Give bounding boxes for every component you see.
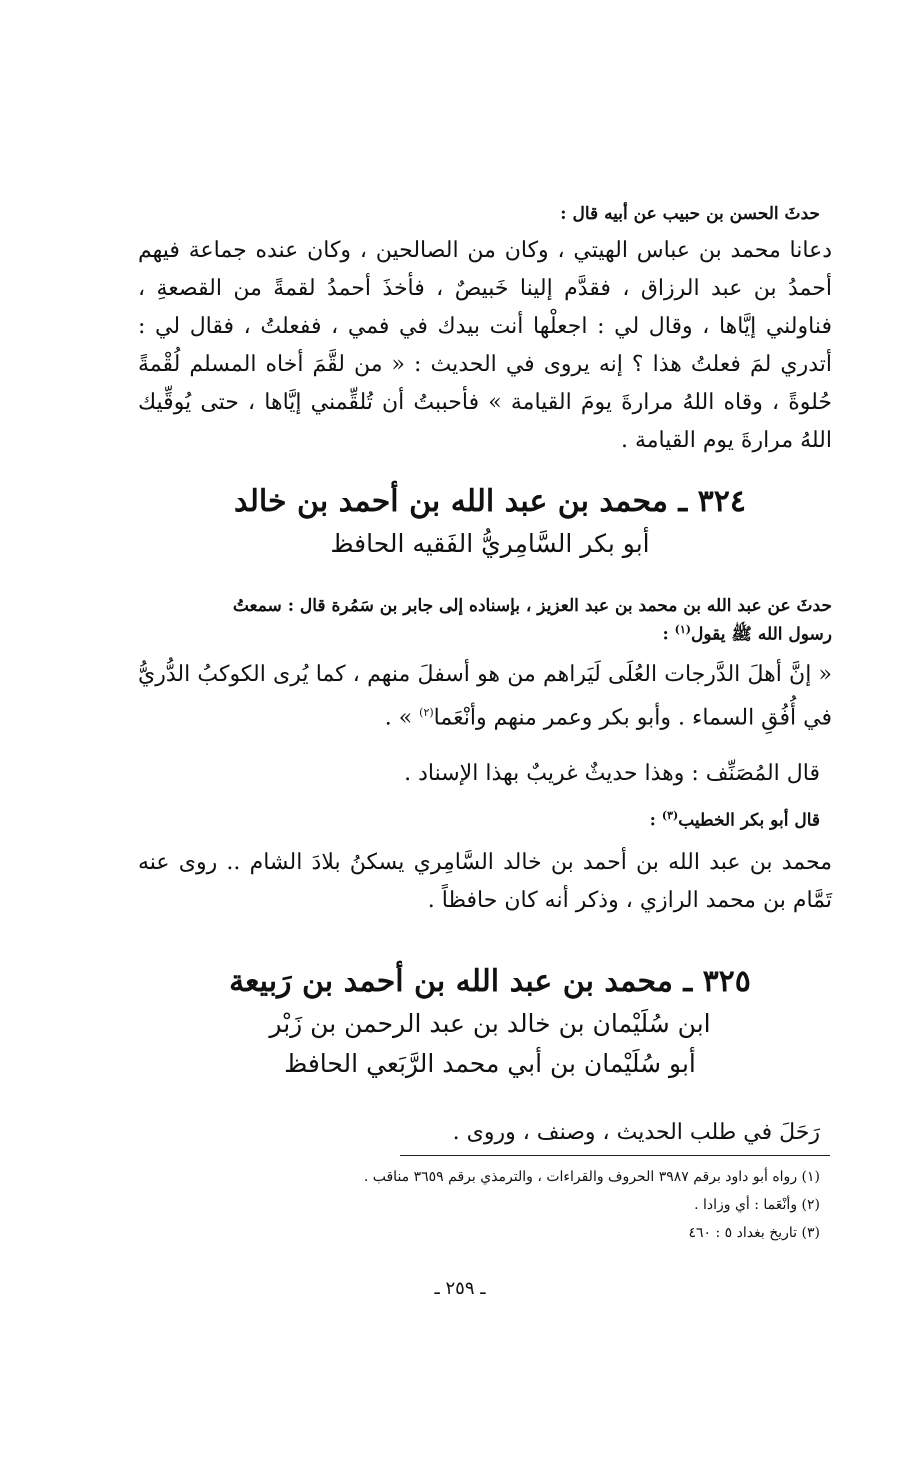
footnote-ref-2: (٢) (419, 706, 434, 719)
footnotes (160, 1163, 820, 1247)
khatib-intro-end: : (649, 810, 662, 831)
isnad-line-2-end: : (662, 624, 675, 645)
hadith-quote-end: » . (384, 705, 420, 731)
hadith-quote (138, 656, 832, 737)
entry-325-heading (140, 960, 840, 1084)
footnote-ref-3: (٣) (661, 809, 679, 822)
footnote-3: (٣) تاريخ بغداد ٥ : ٤٦٠ (688, 1225, 820, 1241)
khatib-intro (138, 804, 820, 833)
footnote-divider (400, 1155, 830, 1156)
entry-subtitle-line-2: أبو سُلَيْمان بن أبي محمد الرَّبَعي الحافظ (284, 1049, 696, 1078)
isnad-line-1: حدثَ عن عبد الله بن محمد بن عبد العزيز ، بإسناده إلى جابر بن سَمُرة قال : سمعتُ (232, 596, 832, 616)
hadith-isnad (138, 594, 832, 647)
entry-title: ٣٢٥ ـ محمد بن عبد الله بن أحمد بن رَبيعة (229, 964, 751, 999)
hadith-narration-intro: حدثَ الحسن بن حبيب عن أبيه قال : (560, 204, 820, 224)
isnad-line-2 (138, 618, 832, 647)
page-number: ـ ٢٥٩ ـ (434, 1278, 486, 1299)
footnote-1: (١) رواه أبو داود برقم ٣٩٨٧ الحروف والقراءات ، والترمذي برقم ٣٦٥٩ مناقب . (363, 1169, 820, 1185)
khatib-intro-text: قال أبو بكر الخطيب (678, 810, 820, 831)
hadith-quote-text: « إنَّ أهلَ الدَّرجات العُلَى لَيَراهم من هو أسفلَ منهم ، كما يُرى الكوكبُ الدُّريُّ في أُفُقِ السماء . وأبو بكر وعمر منهم وأنْعَما (138, 662, 832, 731)
khatib-biography: محمد بن عبد الله بن أحمد بن خالد السَّامِري يسكنُ بلادَ الشام .. روى عنه تَمَّام بن محمد الرازي ، وذكر أنه كان حافظاً . (138, 850, 832, 913)
footnote-ref-1: (١) (674, 623, 691, 636)
entry-subtitle: أبو بكر السَّامِريُّ الفَقيه الحافظ (330, 529, 650, 558)
footnote-2: (٢) وأنْعَما : أي وزادا . (694, 1197, 820, 1213)
entry-325-text: رَحَلَ في طلب الحديث ، وصنف ، وروى . (452, 1120, 820, 1145)
entry-title: ٣٢٤ ـ محمد بن عبد الله بن أحمد بن خالد (234, 484, 746, 519)
author-note: قال المُصَنِّف : وهذا حديثٌ غريبٌ بهذا الإسناد . (404, 761, 820, 786)
entry-subtitle-line-1: ابن سُلَيْمان بن خالد بن عبد الرحمن بن زَبْر (269, 1009, 711, 1038)
entry-324-heading (140, 480, 840, 564)
isnad-line-2-text: رسول الله ﷺ يقول (691, 624, 832, 645)
narrative-paragraph: دعانا محمد بن عباس الهيتي ، وكان من الصالحين ، وكان عنده جماعة فيهم أحمدُ بن عبد الرزاق ، فقدَّم إلينا خَبيصٌ ، فأخذَ أحمدُ لقمةً من القصعةِ ، فناولني إيَّاها ، وقال لي : اجعلْها أنت بيدك في فمي ، ففعلتُ ، فقال لي : أتدري لمَ فعلتُ هذا ؟ إنه يروى في الحديث : « من لقَّمَ أخاه المسلم لُقْمةً حُلوةً ، وقاه اللهُ مرارةَ يومَ القيامة » فأحببتُ أن تُلقِّمني إيَّاها ، حتى يُوقِّيك اللهُ مرارةَ يوم القيامة . (138, 238, 832, 453)
